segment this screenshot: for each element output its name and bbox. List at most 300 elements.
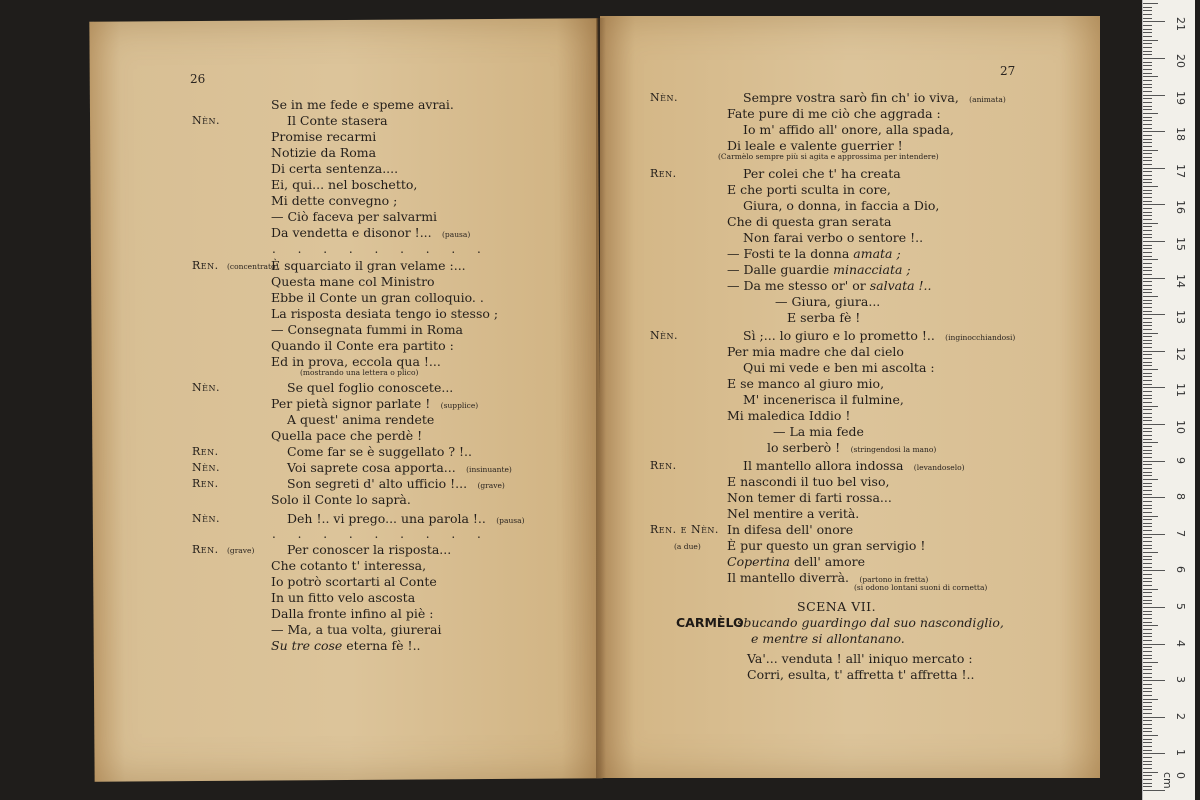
ruler-number: 4 [1174, 639, 1187, 647]
ruler-number: 3 [1174, 676, 1187, 684]
ruler-tick [1143, 731, 1152, 732]
ruler-tick [1143, 490, 1152, 491]
ruler-tick [1143, 691, 1152, 692]
ruler-tick [1143, 666, 1152, 667]
verse-line: Copertina dell' amore [727, 554, 865, 569]
stage-direction: (insinuante) [463, 465, 512, 474]
ruler-tick [1143, 622, 1152, 623]
verse-line: — Consegnata fummi in Roma [271, 322, 463, 337]
ruler-tick [1143, 523, 1152, 524]
ruler-tick [1143, 65, 1152, 66]
ruler-tick [1143, 534, 1165, 535]
ruler-tick [1143, 314, 1165, 315]
verse-line: Di certa sentenza.... [271, 161, 399, 176]
verse-line: E nascondi il tuo bel viso, [727, 474, 890, 489]
ruler-tick [1143, 625, 1158, 626]
ruler-tick [1143, 223, 1158, 224]
ruler-tick [1143, 764, 1152, 765]
ruler-tick [1143, 117, 1152, 118]
ruler-tick [1143, 457, 1152, 458]
ruler-tick [1143, 413, 1152, 414]
ruler-tick [1143, 548, 1152, 549]
verse-line: Non farai verbo o sentore !.. [743, 230, 924, 245]
ruler-tick [1143, 69, 1152, 70]
verse-line: M' incenerisca il fulmine, [743, 392, 904, 407]
ruler-tick [1143, 655, 1152, 656]
ruler-tick [1143, 398, 1152, 399]
ruler-tick [1143, 237, 1152, 238]
speaker-label: Nèn. [650, 329, 678, 342]
ruler-tick [1143, 354, 1152, 355]
ruler-tick [1143, 84, 1152, 85]
verse-line: Qui mi vede e ben mi ascolta : [743, 360, 935, 375]
verse-line: E che porti sculta in core, [727, 182, 891, 197]
italic-text: amata ; [849, 246, 901, 261]
ruler-tick [1143, 182, 1152, 183]
ruler-tick [1143, 54, 1152, 55]
verse-line: Mi maledica Iddio ! [727, 408, 851, 423]
ruler-tick [1143, 545, 1152, 546]
stage-direction: (animata) [966, 95, 1006, 104]
stage-note: (si odono lontani suoni di cornetta) [854, 583, 988, 592]
verse-line: Il mantello diverrà. (partono in fretta) [727, 570, 929, 585]
ruler-tick [1143, 409, 1152, 410]
verse-line: In difesa dell' onore [727, 522, 854, 537]
ruler-tick [1143, 329, 1152, 330]
ruler-tick [1143, 131, 1165, 132]
ruler-tick [1143, 281, 1152, 282]
ruler-number: 14 [1174, 273, 1187, 288]
ruler-tick [1143, 226, 1152, 227]
ruler-tick [1143, 193, 1152, 194]
ruler-tick [1143, 186, 1158, 187]
ruler-tick [1143, 417, 1152, 418]
ruler-tick [1143, 179, 1152, 180]
ruler-tick [1143, 215, 1152, 216]
verse-line: Giura, o donna, in faccia a Dio, [743, 198, 940, 213]
ruler-tick [1143, 596, 1152, 597]
ruler-tick [1143, 325, 1152, 326]
verse-line: E se manco al giuro mio, [727, 376, 885, 391]
verse-line: Ed in prova, eccola qua !... [271, 354, 441, 369]
ruler-tick [1143, 713, 1152, 714]
ruler-tick [1143, 578, 1152, 579]
ruler-tick [1143, 160, 1152, 161]
verse-line: Son segreti d' alto ufficio !... (grave) [287, 476, 505, 491]
verse-line: — Da me stesso or' or salvata !.. [727, 278, 932, 293]
ruler-tick [1143, 446, 1152, 447]
ruler-tick [1143, 102, 1152, 103]
ruler-tick [1143, 753, 1165, 754]
ruler-tick [1143, 40, 1158, 41]
ruler-tick [1143, 728, 1152, 729]
verse-line: Il Conte stasera [287, 113, 388, 128]
speaker-label: Ren. [192, 543, 219, 556]
ruler-tick [1143, 14, 1152, 15]
ruler-tick [1143, 347, 1152, 348]
ruler-tick [1143, 435, 1152, 436]
ruler-tick [1143, 29, 1152, 30]
ruler-unit-label: 0 cm [1161, 772, 1187, 789]
ruler-number: 2 [1174, 712, 1187, 720]
verse-line: Come far se è suggellato ? !.. [287, 444, 472, 459]
speaker-label: Nèn. [192, 114, 220, 127]
ruler-tick [1143, 702, 1152, 703]
ruler-tick [1143, 73, 1152, 74]
ruler-tick [1143, 135, 1152, 136]
stage-direction: (grave) [475, 481, 505, 490]
ruler-tick [1143, 32, 1152, 33]
stage-direction: (pausa) [439, 230, 471, 239]
ruler-tick [1143, 208, 1152, 209]
ruler-tick [1143, 567, 1152, 568]
ruler-tick [1143, 607, 1165, 608]
verse-line: Il mantello allora indossa (levandoselo) [743, 458, 965, 473]
speaker-label: Ren. e Nèn. [650, 523, 719, 536]
stage-direction: (inginocchiandosi) [942, 333, 1016, 342]
ruler-tick [1143, 453, 1152, 454]
verse-line: Voi saprete cosa apporta... (insinuante) [287, 460, 512, 475]
ruler-number: 6 [1174, 566, 1187, 574]
ruler-tick [1143, 322, 1152, 323]
ruler-tick [1143, 289, 1152, 290]
ruler-tick [1143, 428, 1152, 429]
ruler-number: 11 [1174, 383, 1187, 398]
stage-direction: (concentrato) [227, 262, 279, 271]
ruler-number: 8 [1174, 493, 1187, 501]
ruler-tick [1143, 761, 1152, 762]
verse-line: Dalla fronte infino al piè : [271, 606, 434, 621]
ruler-tick [1143, 234, 1152, 235]
ruler-tick [1143, 252, 1152, 253]
verse-line: Se quel foglio conoscete... [287, 380, 454, 395]
ruler-tick [1143, 190, 1152, 191]
ruler-tick [1143, 483, 1152, 484]
ruler-tick [1143, 581, 1152, 582]
ruler-tick [1143, 494, 1152, 495]
ruler-tick [1143, 47, 1152, 48]
ruler-tick [1143, 530, 1152, 531]
ruler-number: 15 [1174, 237, 1187, 251]
stage-direction: (pausa) [493, 516, 525, 525]
ruler-tick [1143, 333, 1158, 334]
verse-line: Ebbe il Conte un gran colloquio. . [271, 290, 484, 305]
ruler-tick [1143, 735, 1158, 736]
ruler-tick [1143, 21, 1165, 22]
ruler-tick [1143, 362, 1152, 363]
verse-line: E serba fè ! [787, 310, 861, 325]
ruler-tick [1143, 391, 1152, 392]
ruler-number: 10 [1174, 420, 1187, 434]
ruler-tick [1143, 175, 1152, 176]
ruler-tick [1143, 680, 1165, 681]
ruler-tick [1143, 695, 1152, 696]
ruler-tick [1143, 274, 1152, 275]
speaker-label: Nèn. [192, 381, 220, 394]
ruler-tick [1143, 526, 1152, 527]
ruler-tick [1143, 647, 1152, 648]
ruler-tick [1143, 592, 1152, 593]
ruler-tick [1143, 574, 1152, 575]
ruler-tick [1143, 516, 1158, 517]
ruler-tick [1143, 62, 1152, 63]
ruler-tick [1143, 259, 1158, 260]
ruler-tick [1143, 402, 1152, 403]
ruler-tick [1143, 278, 1165, 279]
ruler-tick [1143, 164, 1152, 165]
ruler-number: 13 [1174, 310, 1187, 325]
ruler-tick [1143, 512, 1152, 513]
ruler-tick [1143, 197, 1152, 198]
ruler-tick [1143, 505, 1152, 506]
ruler-tick [1143, 120, 1152, 121]
verse-line: Io potrò scortarti al Conte [271, 574, 437, 589]
ruler-tick [1143, 3, 1158, 4]
ruler-tick [1143, 395, 1152, 396]
italic-text: Copertina [727, 554, 794, 569]
verse-line: Per conoscer la risposta... [287, 542, 452, 557]
stage-note: (Carmèlo sempre più si agita e approssima per intendere) [718, 152, 939, 161]
ruler-tick [1143, 91, 1152, 92]
verse-line: Notizie da Roma [271, 145, 377, 160]
speaker-label: Nèn. [192, 461, 220, 474]
ruler-tick [1143, 376, 1152, 377]
ruler-tick [1143, 219, 1152, 220]
ruler-tick [1143, 442, 1158, 443]
ruler-tick [1143, 508, 1152, 509]
ruler-tick [1143, 600, 1152, 601]
ruler-tick [1143, 677, 1152, 678]
ruler-tick [1143, 750, 1152, 751]
ruler-tick [1143, 552, 1158, 553]
ruler-tick [1143, 10, 1152, 11]
ruler-tick [1143, 783, 1152, 784]
ruler-tick [1143, 772, 1158, 773]
stage-direction: (partono in fretta) [857, 575, 929, 584]
verse-line: Per pietà signor parlate ! (supplice) [271, 396, 479, 411]
ruler-tick [1143, 106, 1152, 107]
speaker-label: Nèn. [192, 512, 220, 525]
ruler-tick [1143, 757, 1152, 758]
ruler-tick [1143, 589, 1158, 590]
ruler-tick [1143, 80, 1152, 81]
ruler-tick [1143, 618, 1152, 619]
ruler-tick [1143, 18, 1152, 19]
ruler-tick [1143, 611, 1152, 612]
ruler-tick [1143, 263, 1152, 264]
ruler-tick [1143, 256, 1152, 257]
verse-line: Va'... venduta ! all' iniquo mercato : [747, 651, 973, 666]
ruler-tick [1143, 124, 1152, 125]
verse-line: È squarciato il gran velame :... [271, 258, 466, 273]
ruler-tick [1143, 76, 1158, 77]
verse-line: Questa mane col Ministro [271, 274, 435, 289]
ruler-tick [1143, 479, 1158, 480]
ruler-tick [1143, 380, 1152, 381]
verse-line: Promise recarmi [271, 129, 377, 144]
ruler-tick [1143, 142, 1152, 143]
verse-line: Non temer di farti rossa... [727, 490, 892, 505]
verse-line: Mi dette convegno ; [271, 193, 398, 208]
ruler-tick [1143, 472, 1152, 473]
ruler-tick [1143, 768, 1152, 769]
verse-line: Che di questa gran serata [727, 214, 892, 229]
italic-text: Su tre cose [271, 638, 347, 653]
ruler-tick [1143, 688, 1152, 689]
ruler-tick [1143, 51, 1152, 52]
ruler-tick [1143, 603, 1152, 604]
ruler-tick [1143, 248, 1152, 249]
ruler-tick [1143, 245, 1152, 246]
ruler-tick [1143, 790, 1165, 791]
book-gutter [596, 18, 606, 778]
ruler-number: 20 [1174, 54, 1187, 68]
ruler-tick [1143, 7, 1152, 8]
ruler-tick [1143, 87, 1152, 88]
ruler-tick [1143, 614, 1152, 615]
ruler-tick [1143, 303, 1152, 304]
ruler-tick [1143, 285, 1152, 286]
measuring-ruler [1142, 0, 1195, 800]
verse-line: La risposta desiata tengo io stesso ; [271, 306, 499, 321]
stage-direction: (supplice) [438, 401, 479, 410]
stage-direction: (a due) [674, 542, 701, 551]
ruler-tick [1143, 717, 1165, 718]
ruler-tick [1143, 58, 1165, 59]
stage-direction: sbucando guardingo dal suo nascondiglio, [737, 615, 1004, 630]
ruler-tick [1143, 36, 1152, 37]
ruler-number: 17 [1174, 163, 1187, 178]
ruler-number: 5 [1174, 603, 1187, 610]
ruler-tick [1143, 497, 1165, 498]
ruler-tick [1143, 113, 1158, 114]
stage-direction: e mentre si allontanano. [751, 631, 905, 646]
ruler-tick [1143, 662, 1158, 663]
ruler-tick [1143, 128, 1152, 129]
ruler-tick [1143, 475, 1152, 476]
verse-line: Quando il Conte era partito : [271, 338, 454, 353]
verse-line: Nel mentire a verità. [727, 506, 860, 521]
ruler-tick [1143, 168, 1165, 169]
ruler-tick [1143, 486, 1152, 487]
ruler-tick [1143, 468, 1152, 469]
ruler-tick [1143, 95, 1165, 96]
speaker-label: Nèn. [650, 91, 678, 104]
ruler-tick [1143, 724, 1152, 725]
ruler-tick [1143, 651, 1152, 652]
ruler-tick [1143, 464, 1152, 465]
verse-line: Io m' affido all' onore, alla spada, [743, 122, 954, 137]
ruler-tick [1143, 387, 1165, 388]
ruler-tick [1143, 636, 1152, 637]
verse-line: Sì ;... lo giuro e lo prometto !.. (inginocchiandosi) [743, 328, 1016, 343]
ruler-tick [1143, 343, 1152, 344]
ruler-tick [1143, 146, 1152, 147]
stage-direction: (grave) [227, 546, 255, 555]
ruler-tick [1143, 501, 1152, 502]
ruler-number: 19 [1174, 90, 1187, 105]
ruler-tick [1143, 171, 1152, 172]
ruler-tick [1143, 150, 1158, 151]
ruler-tick [1143, 420, 1152, 421]
verse-line: Per mia madre che dal cielo [727, 344, 904, 359]
ruler-tick [1143, 406, 1158, 407]
verse-line: lo serberò ! (stringendosi la mano) [767, 440, 937, 455]
italic-text: salvata !.. [865, 278, 932, 293]
ruler-tick [1143, 633, 1152, 634]
ruler-number: 7 [1174, 529, 1187, 537]
ruler-tick [1143, 775, 1152, 776]
ruler-tick [1143, 673, 1152, 674]
ruler-tick [1143, 212, 1152, 213]
verse-line: Se in me fede e speme avrai. [271, 97, 454, 112]
character-name: CARMÈLO [676, 615, 744, 630]
ruler-tick [1143, 537, 1152, 538]
ruler-tick [1143, 519, 1152, 520]
ruler-tick [1143, 461, 1165, 462]
verse-line: Sempre vostra sarò fin ch' io viva, (animata) [743, 90, 1006, 105]
verse-line: Deh !.. vi prego... una parola !.. (pausa) [287, 511, 525, 526]
ruler-tick [1143, 25, 1152, 26]
ruler-tick [1143, 230, 1152, 231]
ruler-tick [1143, 311, 1152, 312]
ruler-tick [1143, 358, 1152, 359]
speaker-label: Ren. [192, 445, 219, 458]
verse-line: Di leale e valente guerrier ! [727, 138, 903, 153]
ruler-tick [1143, 369, 1158, 370]
ruler-tick [1143, 629, 1152, 630]
ruler-tick [1143, 384, 1152, 385]
verse-line: Per colei che t' ha creata [743, 166, 901, 181]
verse-line: Corri, esulta, t' affretta t' affretta !.. [747, 667, 975, 682]
ruler-tick [1143, 709, 1152, 710]
ruler-number: 1 [1174, 749, 1187, 757]
ruler-tick [1143, 318, 1152, 319]
ruler-tick [1143, 658, 1152, 659]
ruler-tick [1143, 556, 1152, 557]
ruler-tick [1143, 241, 1165, 242]
ruler-tick [1143, 570, 1165, 571]
verse-line: Quella pace che perdè ! [271, 428, 423, 443]
ruler-tick [1143, 563, 1152, 564]
ruler-number: 18 [1174, 127, 1187, 142]
verse-line: Solo il Conte lo saprà. [271, 492, 411, 507]
ruler-tick [1143, 373, 1152, 374]
ruler-tick [1143, 699, 1158, 700]
ruler-tick [1143, 201, 1152, 202]
ruler-tick [1143, 585, 1152, 586]
ruler-tick [1143, 300, 1152, 301]
ruler-tick [1143, 742, 1152, 743]
ruler-tick [1143, 779, 1152, 780]
ruler-tick [1143, 644, 1165, 645]
stage-direction: (stringendosi la mano) [848, 445, 937, 454]
ruler-tick [1143, 270, 1152, 271]
ruler-number: 21 [1174, 17, 1187, 32]
ruler-tick [1143, 439, 1152, 440]
ruler-tick [1143, 351, 1165, 352]
verse-line: Che cotanto t' interessa, [271, 558, 427, 573]
verse-line: — Ma, a tua volta, giurerai [271, 622, 442, 637]
ruler-tick [1143, 424, 1165, 425]
ruler-tick [1143, 340, 1152, 341]
ruler-tick [1143, 450, 1152, 451]
ruler-tick [1143, 336, 1152, 337]
verse-line: — La mia fede [773, 424, 864, 439]
scene-heading: SCENA VII. [797, 599, 877, 614]
verse-line: A quest' anima rendete [287, 412, 435, 427]
italic-text: minacciata ; [829, 262, 911, 277]
